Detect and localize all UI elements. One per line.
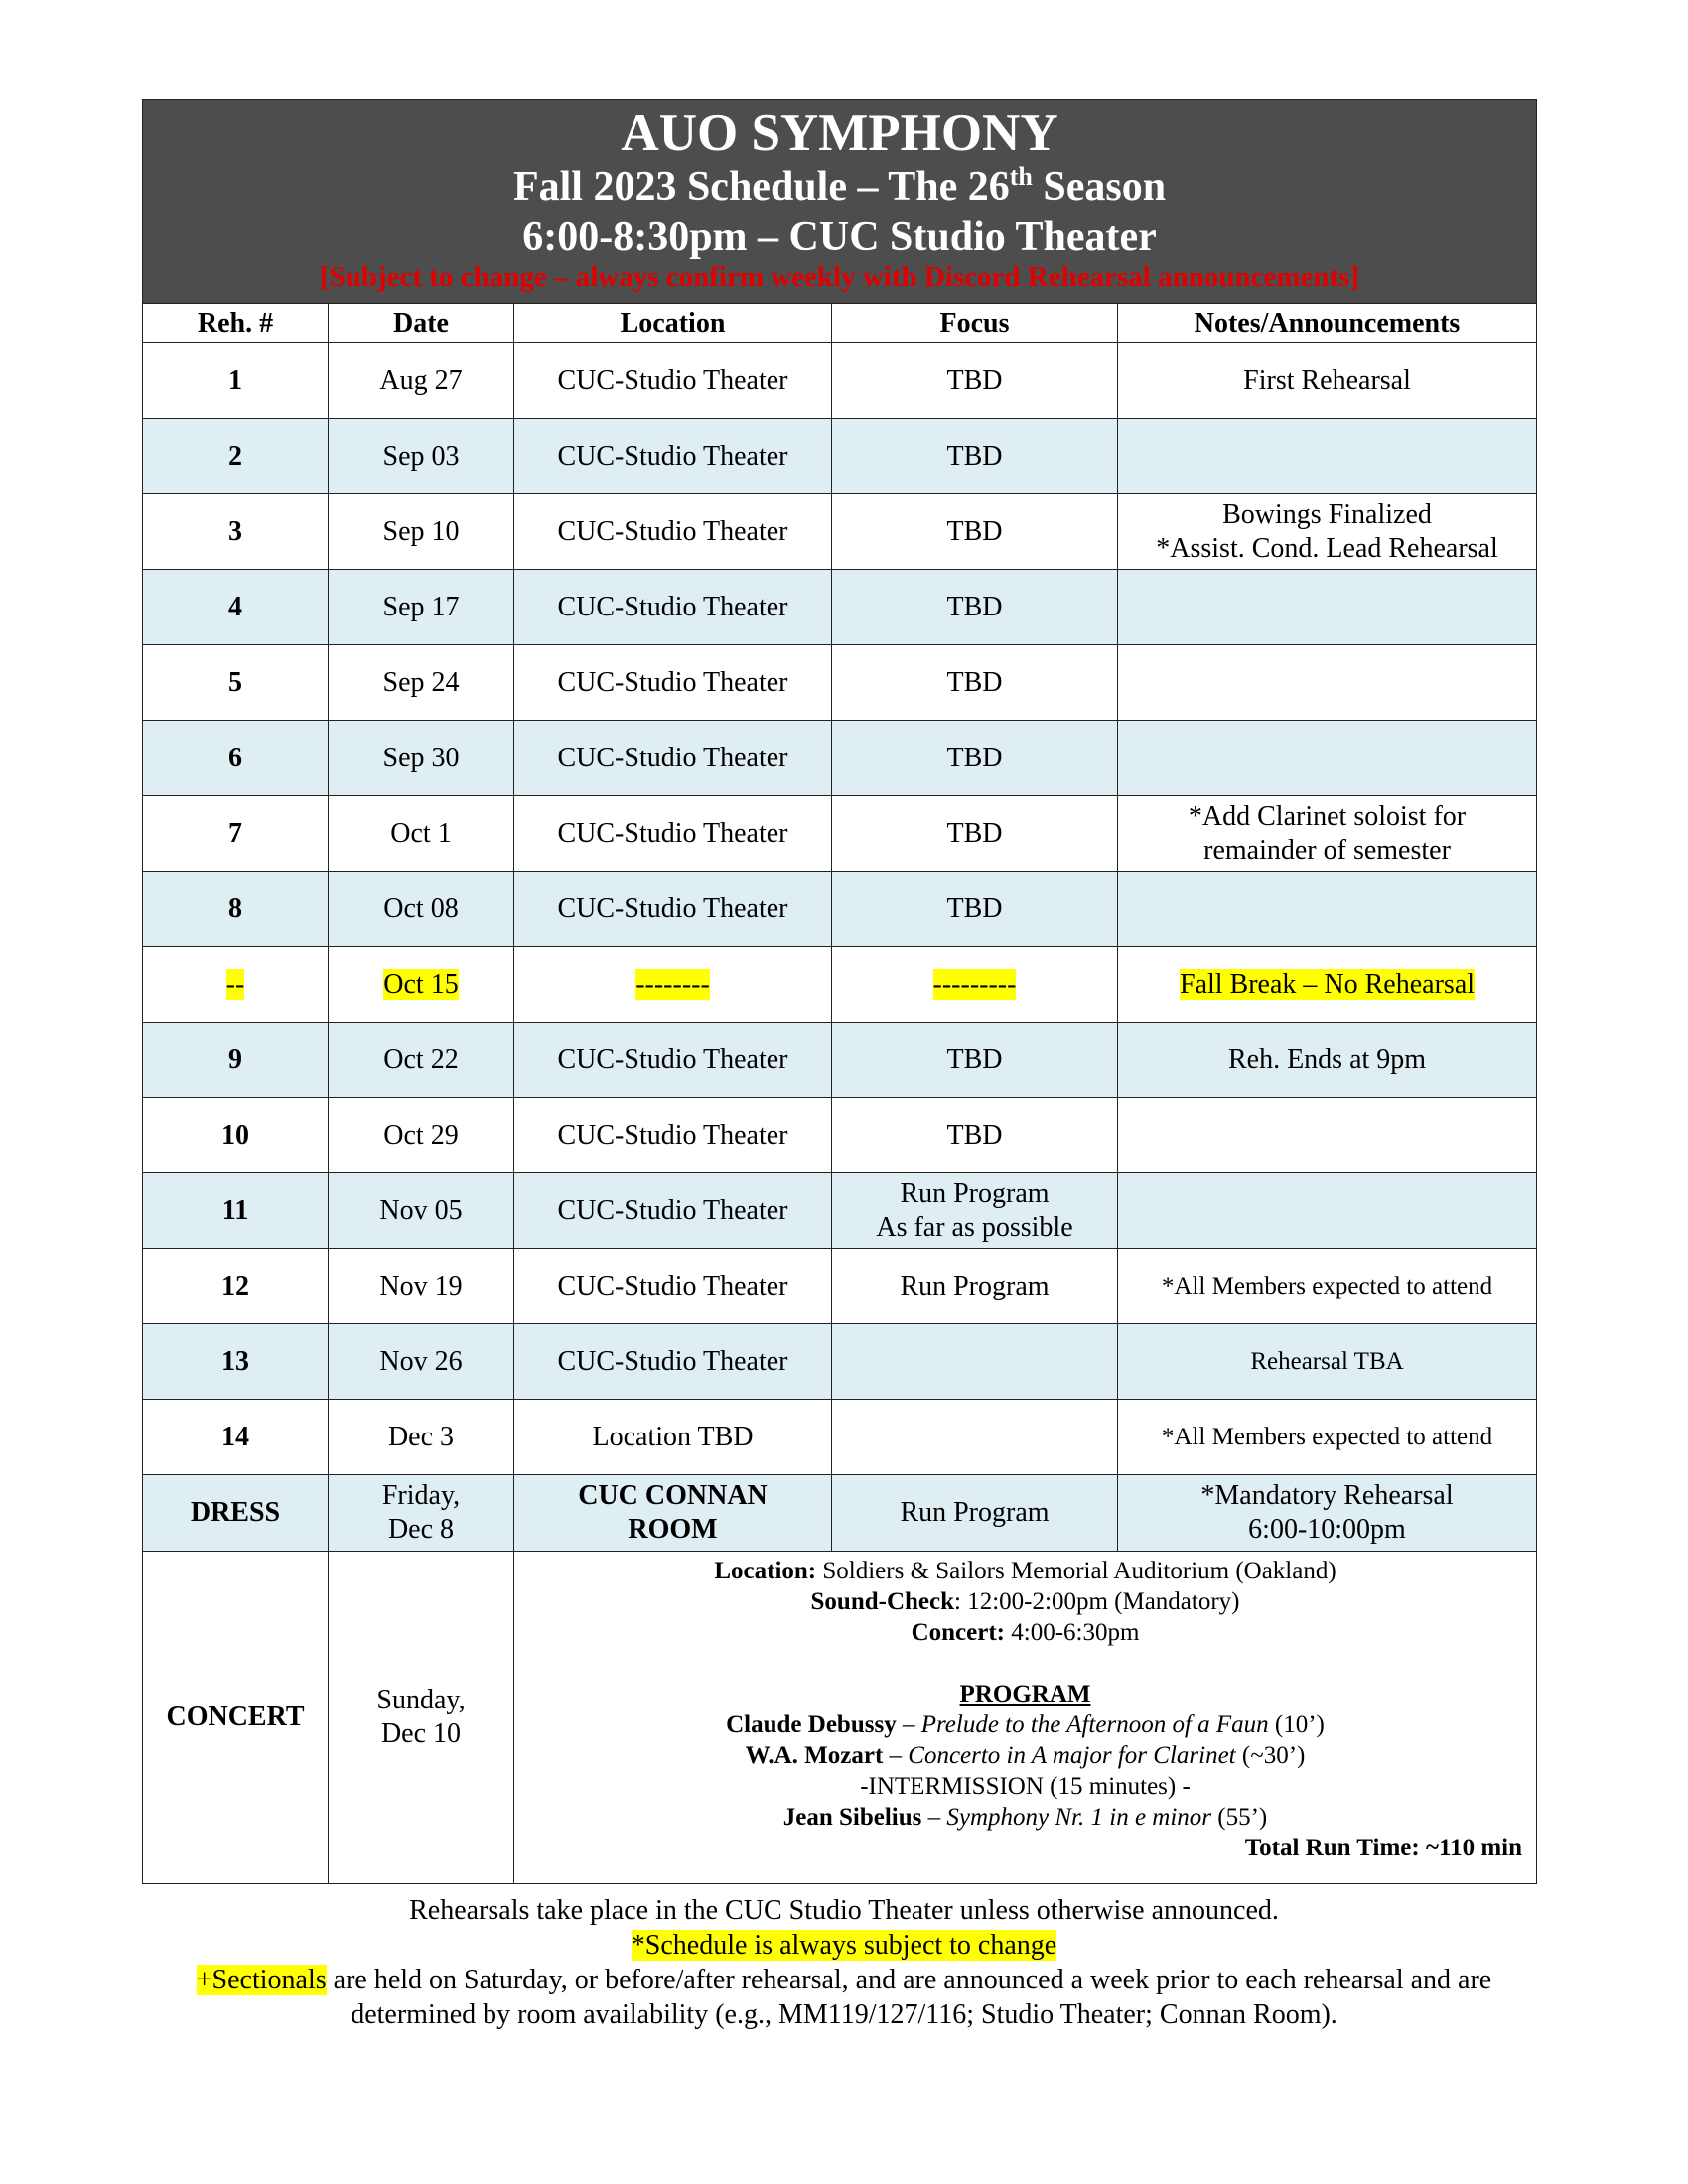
table-row <box>143 1023 1537 1098</box>
rehearsal-notes: First Rehearsal <box>1118 343 1537 419</box>
table-row <box>143 1173 1537 1249</box>
table-row <box>143 343 1537 419</box>
program-item: Claude Debussy – Prelude to the Afternoon of a Faun (10’) <box>726 1711 1325 1738</box>
rehearsal-focus: Run Program As far as possible <box>832 1173 1118 1249</box>
concert-time: Concert: 4:00-6:30pm <box>911 1619 1140 1646</box>
total-run-time: Total Run Time: ~110 min <box>1244 1835 1523 1861</box>
rehearsal-date: Sep 17 <box>329 570 514 645</box>
rehearsal-number: 14 <box>143 1400 329 1475</box>
rehearsal-rows <box>143 343 1537 1475</box>
table-row <box>143 1400 1537 1475</box>
rehearsal-date: Oct 22 <box>329 1023 514 1098</box>
rehearsal-number: 9 <box>143 1023 329 1098</box>
rehearsal-notes <box>1118 570 1537 645</box>
rehearsal-date: Oct 1 <box>329 796 514 872</box>
rehearsal-focus: TBD <box>832 419 1118 494</box>
rehearsal-location: CUC-Studio Theater <box>514 1324 832 1400</box>
rehearsal-number: 1 <box>143 343 329 419</box>
rehearsal-notes <box>1118 1173 1537 1249</box>
rehearsal-location: CUC-Studio Theater <box>514 796 832 872</box>
rehearsal-location: CUC-Studio Theater <box>514 1249 832 1324</box>
rehearsal-date: Oct 29 <box>329 1098 514 1173</box>
rehearsal-date: Dec 3 <box>329 1400 514 1475</box>
rehearsal-focus <box>832 1324 1118 1400</box>
dress-location: CUC CONNAN ROOM <box>514 1475 832 1552</box>
time-place: 6:00-8:30pm – CUC Studio Theater <box>522 214 1157 260</box>
footer-notes <box>99 1893 1589 2032</box>
rehearsal-date: Sep 03 <box>329 419 514 494</box>
rehearsal-number: 10 <box>143 1098 329 1173</box>
intermission: -INTERMISSION (15 minutes) - <box>860 1773 1191 1800</box>
dress-row <box>143 1475 1537 1552</box>
program-item: Jean Sibelius – Symphony Nr. 1 in e minor (55’) <box>782 1804 1268 1831</box>
rehearsal-number: 11 <box>143 1173 329 1249</box>
rehearsal-focus: TBD <box>832 494 1118 570</box>
rehearsal-location: CUC-Studio Theater <box>514 1173 832 1249</box>
rehearsal-date: Sep 10 <box>329 494 514 570</box>
rehearsal-location: CUC-Studio Theater <box>514 1023 832 1098</box>
rehearsal-location: CUC-Studio Theater <box>514 494 832 570</box>
rehearsal-notes <box>1118 419 1537 494</box>
col-notes: Notes/Announcements <box>1118 304 1537 343</box>
rehearsal-number: 4 <box>143 570 329 645</box>
schedule-table <box>142 99 1537 1884</box>
dress-notes: *Mandatory Rehearsal 6:00-10:00pm <box>1118 1475 1537 1552</box>
program-item: W.A. Mozart – Concerto in A major for Clarinet (~30’) <box>745 1742 1306 1769</box>
table-row <box>143 872 1537 947</box>
table-row <box>143 419 1537 494</box>
rehearsal-location: CUC-Studio Theater <box>514 343 832 419</box>
rehearsal-number: 12 <box>143 1249 329 1324</box>
footer-line-4: determined by room availability (e.g., MM119/127/116; Studio Theater; Connan Room). <box>351 1999 1337 2030</box>
rehearsal-notes: Fall Break – No Rehearsal <box>1118 947 1537 1023</box>
rehearsal-number: 3 <box>143 494 329 570</box>
schedule-sheet <box>142 99 1536 1884</box>
col-focus: Focus <box>832 304 1118 343</box>
rehearsal-notes: Rehearsal TBA <box>1118 1324 1537 1400</box>
concert-date: Sunday, Dec 10 <box>329 1552 514 1884</box>
footer-line-3: +Sectionals are held on Saturday, or before/after rehearsal, and are announced a week prior to each rehearsal and are <box>196 1965 1492 1995</box>
rehearsal-focus: TBD <box>832 1098 1118 1173</box>
rehearsal-location: CUC-Studio Theater <box>514 419 832 494</box>
season-subtitle: Fall 2023 Schedule – The 26th Season <box>512 162 1167 209</box>
rehearsal-focus: Run Program <box>832 1249 1118 1324</box>
rehearsal-location: CUC-Studio Theater <box>514 570 832 645</box>
rehearsal-number: 13 <box>143 1324 329 1400</box>
rehearsal-date: Nov 19 <box>329 1249 514 1324</box>
table-row <box>143 570 1537 645</box>
concert-soundcheck: Sound-Check: 12:00-2:00pm (Mandatory) <box>810 1588 1240 1615</box>
program-heading: PROGRAM <box>959 1681 1091 1707</box>
concert-location: Location: Soldiers & Sailors Memorial Auditorium (Oakland) <box>714 1558 1336 1584</box>
rehearsal-focus: TBD <box>832 721 1118 796</box>
rehearsal-notes: Bowings Finalized *Assist. Cond. Lead Rehearsal <box>1118 494 1537 570</box>
column-headers <box>143 304 1537 343</box>
rehearsal-date: Sep 24 <box>329 645 514 721</box>
rehearsal-location: -------- <box>514 947 832 1023</box>
rehearsal-focus: TBD <box>832 645 1118 721</box>
rehearsal-focus: TBD <box>832 1023 1118 1098</box>
header-banner <box>143 100 1537 304</box>
table-row <box>143 645 1537 721</box>
col-date: Date <box>329 304 514 343</box>
rehearsal-notes: *All Members expected to attend <box>1118 1400 1537 1475</box>
rehearsal-focus: TBD <box>832 872 1118 947</box>
rehearsal-focus: --------- <box>832 947 1118 1023</box>
footer-line-2: *Schedule is always subject to change <box>631 1930 1057 1961</box>
footer-line-1: Rehearsals take place in the CUC Studio Theater unless otherwise announced. <box>409 1895 1279 1926</box>
rehearsal-notes: Reh. Ends at 9pm <box>1118 1023 1537 1098</box>
rehearsal-notes <box>1118 1098 1537 1173</box>
rehearsal-notes: *Add Clarinet soloist for remainder of semester <box>1118 796 1537 872</box>
table-row <box>143 494 1537 570</box>
rehearsal-notes <box>1118 872 1537 947</box>
rehearsal-date: Aug 27 <box>329 343 514 419</box>
table-row <box>143 1249 1537 1324</box>
rehearsal-number: 8 <box>143 872 329 947</box>
table-row <box>143 1324 1537 1400</box>
rehearsal-focus: TBD <box>832 343 1118 419</box>
rehearsal-date: Nov 26 <box>329 1324 514 1400</box>
rehearsal-date: Oct 15 <box>329 947 514 1023</box>
table-row <box>143 721 1537 796</box>
rehearsal-location: CUC-Studio Theater <box>514 1098 832 1173</box>
dress-focus: Run Program <box>832 1475 1118 1552</box>
rehearsal-date: Nov 05 <box>329 1173 514 1249</box>
rehearsal-date: Oct 08 <box>329 872 514 947</box>
page-title: AUO SYMPHONY <box>621 104 1058 162</box>
table-row <box>143 1098 1537 1173</box>
change-warning: [Subject to change – always confirm weekly with Discord Rehearsal announcements] <box>319 261 1360 293</box>
table-row <box>143 796 1537 872</box>
rehearsal-notes: *All Members expected to attend <box>1118 1249 1537 1324</box>
rehearsal-number: 5 <box>143 645 329 721</box>
rehearsal-date: Sep 30 <box>329 721 514 796</box>
rehearsal-number: 6 <box>143 721 329 796</box>
rehearsal-number: -- <box>143 947 329 1023</box>
table-row <box>143 947 1537 1023</box>
rehearsal-focus: TBD <box>832 570 1118 645</box>
rehearsal-location: CUC-Studio Theater <box>514 721 832 796</box>
rehearsal-location: CUC-Studio Theater <box>514 645 832 721</box>
concert-row <box>143 1552 1537 1884</box>
col-location: Location <box>514 304 832 343</box>
rehearsal-number: 7 <box>143 796 329 872</box>
col-reh: Reh. # <box>143 304 329 343</box>
rehearsal-location: Location TBD <box>514 1400 832 1475</box>
concert-label: CONCERT <box>143 1552 329 1884</box>
rehearsal-focus: TBD <box>832 796 1118 872</box>
dress-label: DRESS <box>143 1475 329 1552</box>
concert-details <box>514 1552 1537 1884</box>
rehearsal-focus <box>832 1400 1118 1475</box>
rehearsal-location: CUC-Studio Theater <box>514 872 832 947</box>
rehearsal-notes <box>1118 721 1537 796</box>
rehearsal-number: 2 <box>143 419 329 494</box>
dress-date: Friday, Dec 8 <box>329 1475 514 1552</box>
rehearsal-notes <box>1118 645 1537 721</box>
